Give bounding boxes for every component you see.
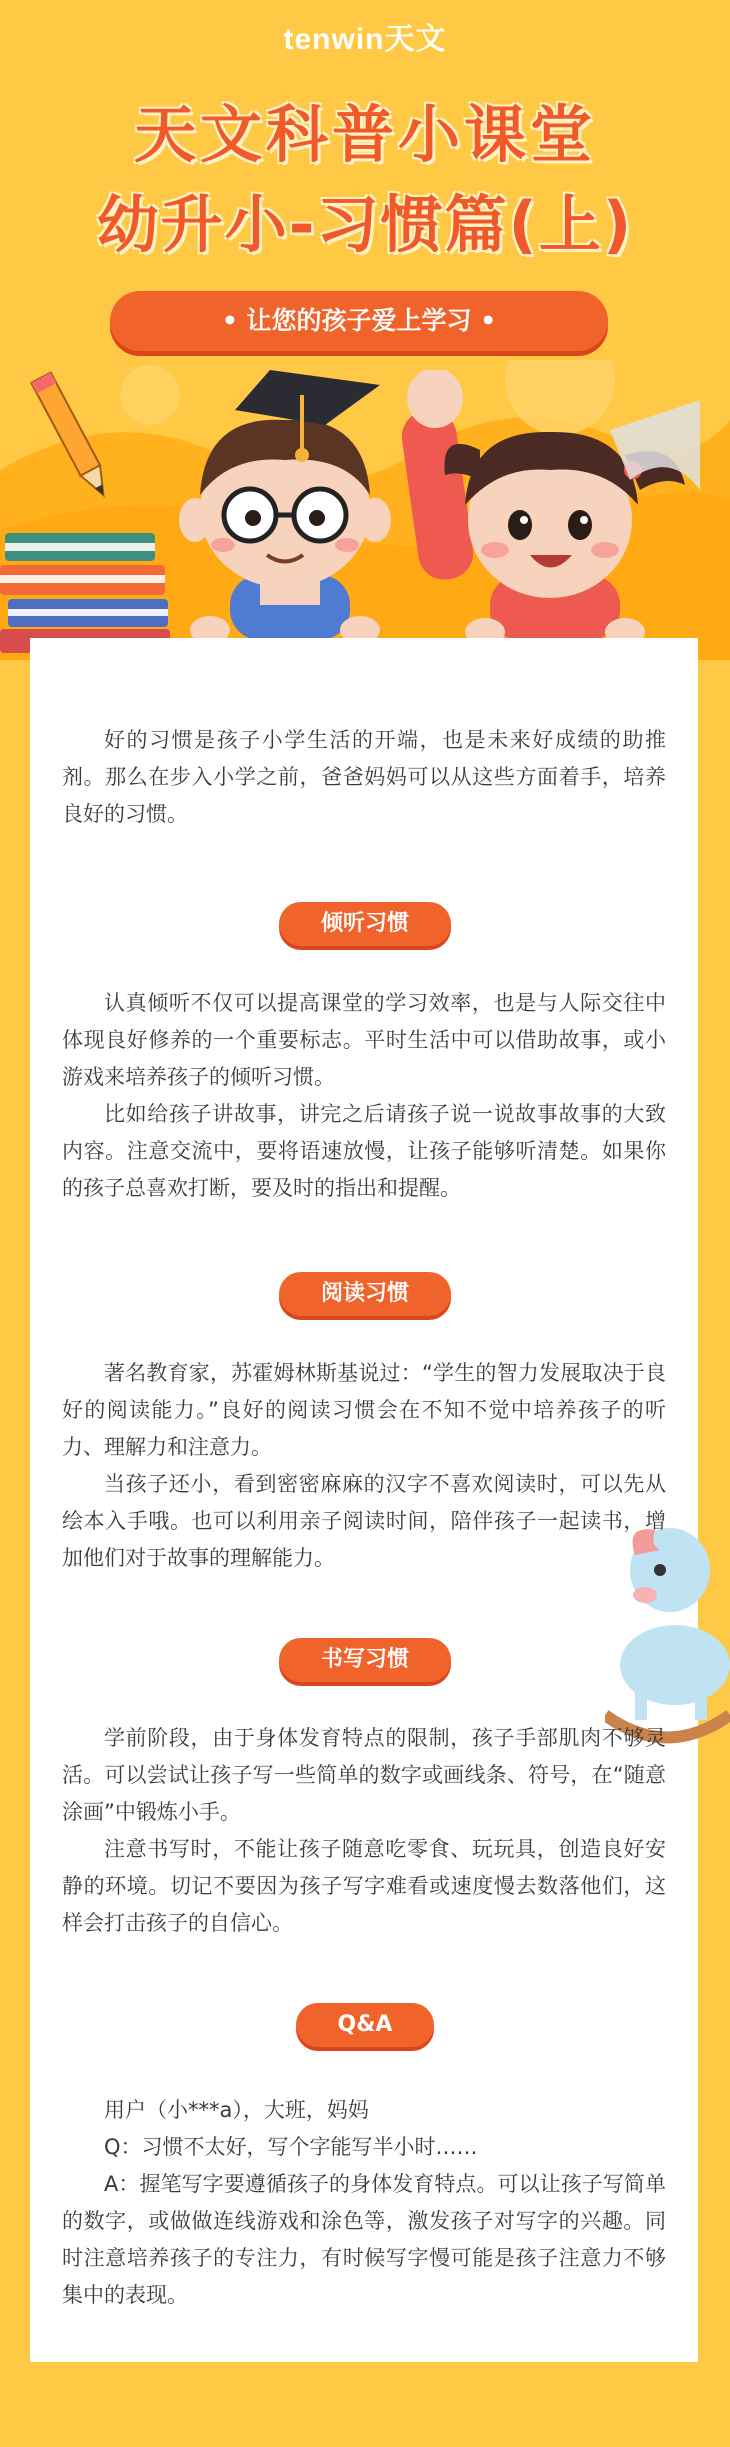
books-icon xyxy=(0,525,175,655)
brand-logo: tenwin天文 xyxy=(283,23,447,56)
qa-answer: A：握笔写字要遵循孩子的身体发育特点。可以让孩子写简单的数字，或做做连线游戏和涂色等，激发孩子对写字的兴趣。同时注意培养孩子的专注力，有时候写字慢可能是孩子注意力不够集中的表现。 xyxy=(62,2172,666,2307)
intro-text xyxy=(62,722,666,833)
paragraph: 著名教育家，苏霍姆林斯基说过：“学生的智力发展取决于良好的阅读能力。”良好的阅读习惯会在不知不觉中培养孩子的听力、理解力和注意力。 xyxy=(62,1361,666,1459)
section-heading-label: 倾听习惯 xyxy=(279,902,451,946)
paragraph: 比如给孩子讲故事，讲完之后请孩子说一说故事故事的大致内容。注意交流中，要将语速放慢，让孩子能够听清楚。如果你的孩子总喜欢打断，要及时的指出和提醒。 xyxy=(62,1102,666,1200)
tagline-banner: • 让您的孩子爱上学习 • xyxy=(110,291,608,351)
paragraph: 注意书写时，不能让孩子随意吃零食、玩玩具，创造良好安静的环境。切记不要因为孩子写字难看或速度慢去数落他们，这样会打击孩子的自信心。 xyxy=(62,1837,666,1935)
footer-band xyxy=(0,2362,730,2447)
qa-body xyxy=(62,2092,666,2314)
intro-paragraph: 好的习惯是孩子小学生活的开端，也是未来好成绩的助推剂。那么在步入小学之前，爸爸妈妈可以从这些方面着手，培养良好的习惯。 xyxy=(62,728,666,826)
page-title: 天文科普小课堂 xyxy=(133,98,596,171)
section-heading-label: Q&A xyxy=(296,2003,435,2047)
section-heading-label: 阅读习惯 xyxy=(279,1272,451,1316)
girl-illustration xyxy=(400,370,700,640)
section-heading-label: 书写习惯 xyxy=(279,1638,451,1682)
paragraph: 认真倾听不仅可以提高课堂的学习效率，也是与人际交往中体现良好修养的一个重要标志。平时生活中可以借助故事，或小游戏来培养孩子的倾听习惯。 xyxy=(62,991,666,1089)
section-body-listening xyxy=(62,985,666,1207)
section-heading-qa xyxy=(0,2003,730,2047)
qa-user: 用户（小***a），大班，妈妈 xyxy=(104,2098,369,2122)
boy-illustration xyxy=(175,370,395,640)
paragraph: 学前阶段，由于身体发育特点的限制，孩子手部肌肉不够灵活。可以尝试让孩子写一些简单的数字或画线条、符号，在“随意涂画”中锻炼小手。 xyxy=(62,1726,666,1824)
pencil-icon xyxy=(28,365,118,515)
section-heading-listening xyxy=(0,902,730,946)
section-body-writing xyxy=(62,1720,666,1942)
section-heading-reading xyxy=(0,1272,730,1316)
section-heading-writing xyxy=(0,1638,730,1682)
page-subtitle-title: 幼升小-习惯篇(上) xyxy=(96,188,634,261)
qa-question: Q：习惯不太好，写个字能写半小时…… xyxy=(104,2135,478,2159)
paragraph: 当孩子还小，看到密密麻麻的汉字不喜欢阅读时，可以先从绘本入手哦。也可以利用亲子阅读时间，陪伴孩子一起读书，增加他们对于故事的理解能力。 xyxy=(62,1472,666,1570)
section-body-reading xyxy=(62,1355,666,1577)
